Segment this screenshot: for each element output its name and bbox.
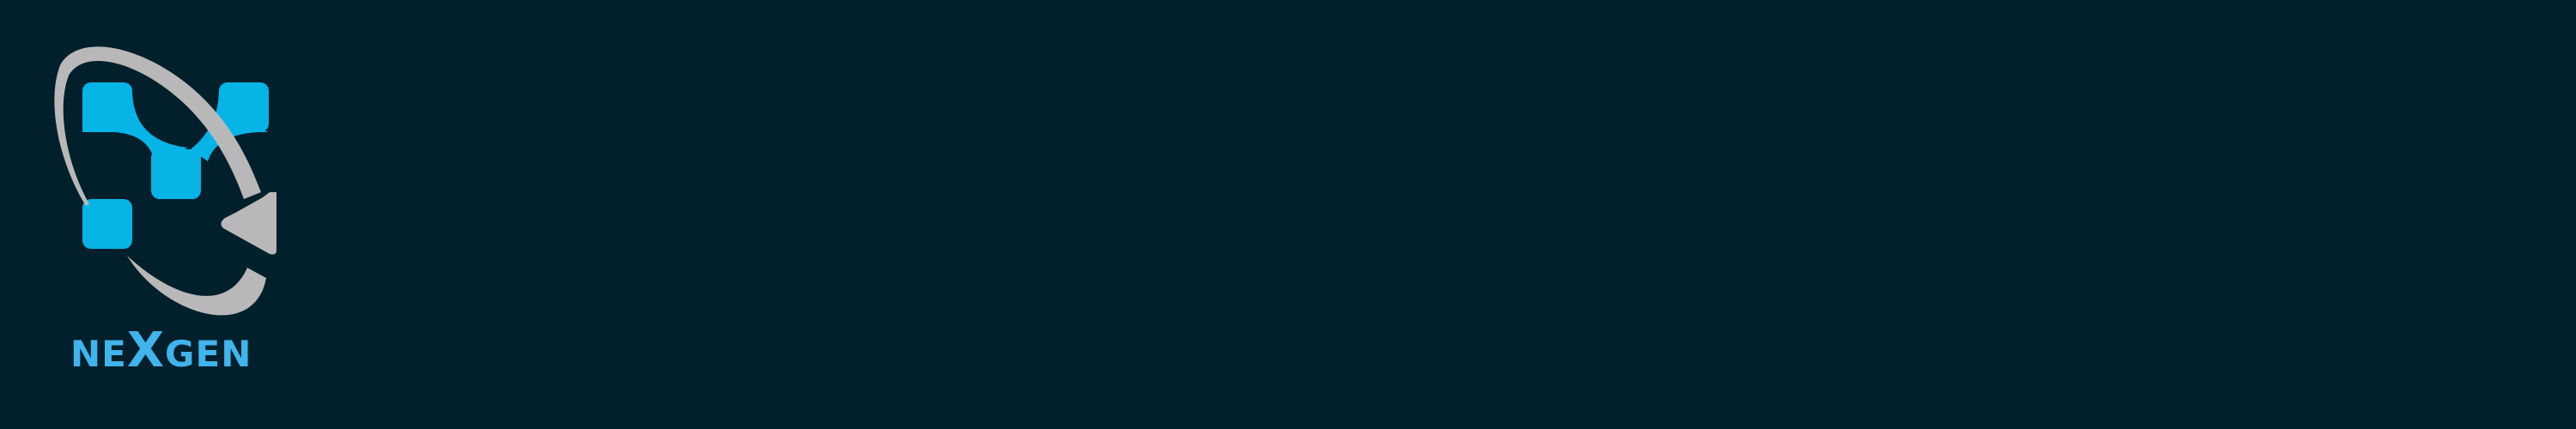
wordmark-suffix: GEN xyxy=(165,333,252,375)
nexgen-logo xyxy=(45,41,285,384)
wordmark-prefix: NE xyxy=(70,333,127,375)
wordmark-center: X xyxy=(126,323,166,378)
x-mark-bottom-left-square xyxy=(82,199,132,249)
brand-wordmark xyxy=(70,321,252,384)
arrow-tail xyxy=(127,256,266,315)
nexgen-logo-icon xyxy=(45,41,285,324)
arrow-head xyxy=(221,192,276,255)
